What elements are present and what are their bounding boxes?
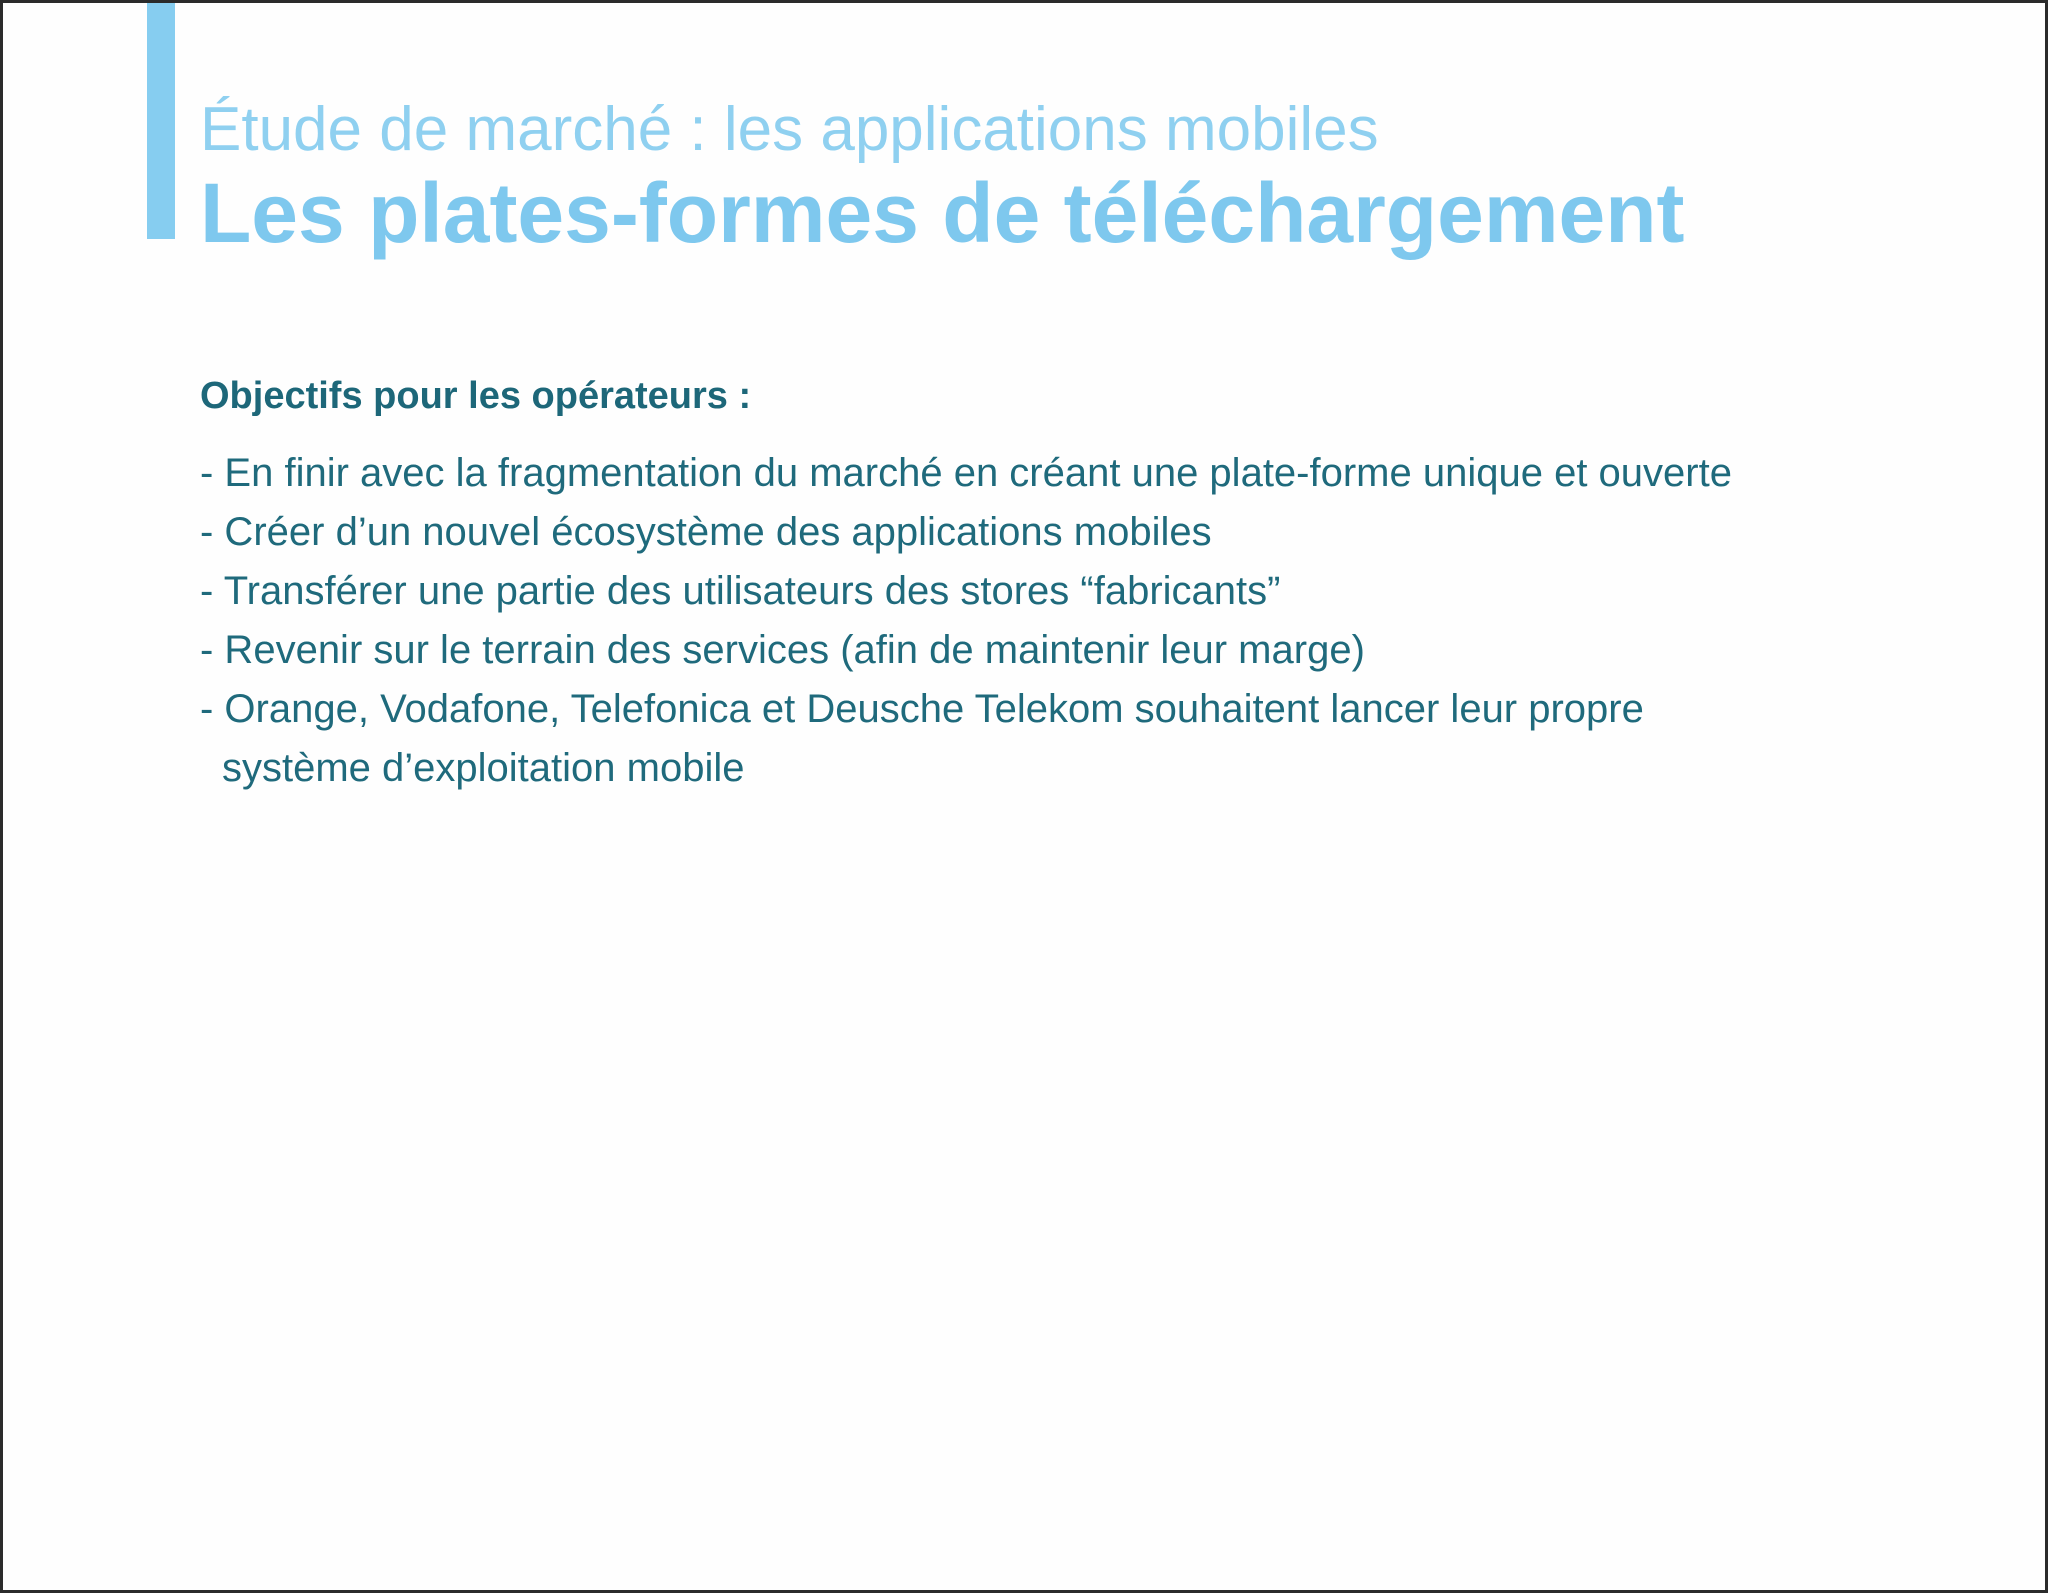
objective-item-1: - En finir avec la fragmentation du marché en créant une plate-forme unique et ouverte <box>200 451 1732 495</box>
objective-item-4: - Revenir sur le terrain des services (afin de maintenir leur marge) <box>200 628 1365 672</box>
objective-item-5-continuation: système d’exploitation mobile <box>222 746 745 790</box>
objectives-heading: Objectifs pour les opérateurs : <box>200 375 752 417</box>
title-accent-bar <box>147 3 175 239</box>
objective-item-2: - Créer d’un nouvel écosystème des applications mobiles <box>200 510 1212 554</box>
objective-item-5: - Orange, Vodafone, Telefonica et Deusche Telekom souhaitent lancer leur propre <box>200 687 1644 731</box>
objectives-list <box>200 444 1980 798</box>
slide-subtitle: Étude de marché : les applications mobiles <box>200 95 1379 164</box>
slide-title: Les plates-formes de téléchargement <box>200 166 1685 260</box>
objective-item-3: - Transférer une partie des utilisateurs des stores “fabricants” <box>200 569 1281 613</box>
